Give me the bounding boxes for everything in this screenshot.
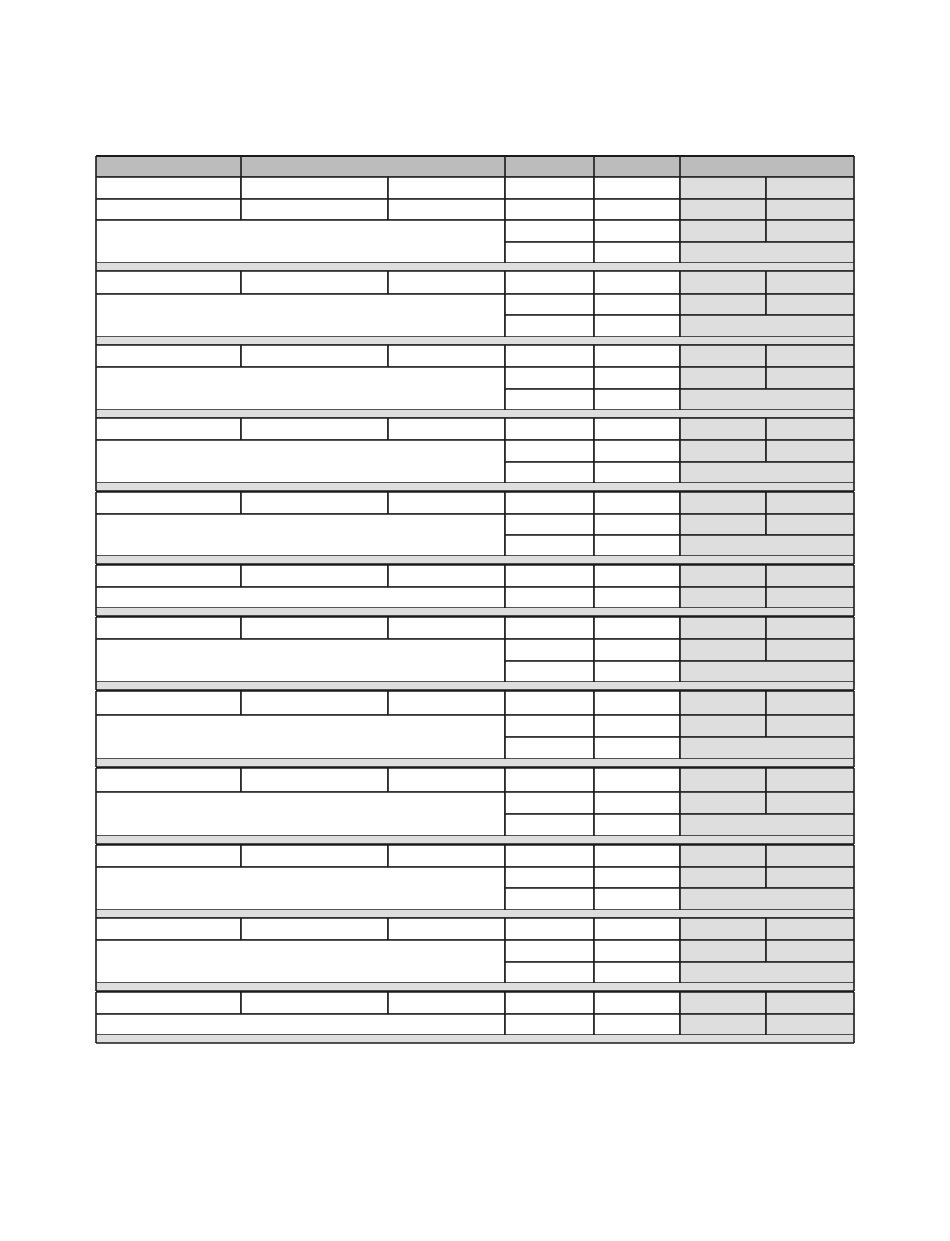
block-4-entry-cell	[680, 418, 766, 440]
block-12-shaded-cell	[680, 1014, 766, 1035]
block-11-entry-cell	[680, 918, 766, 940]
block-1-separator	[96, 263, 854, 271]
block-4-shaded-cell	[680, 440, 766, 462]
block-7-entry-cell	[241, 617, 388, 639]
block-2-entry-cell	[505, 271, 594, 294]
block-4-value-cell	[505, 440, 594, 462]
block-10-entry-cell	[505, 845, 594, 867]
block-4-entry-cell	[96, 418, 241, 440]
block-1-entry-cell	[96, 199, 241, 220]
block-4-entry-cell	[766, 418, 854, 440]
block-8-entry-cell	[505, 691, 594, 715]
block-1-entry-cell	[505, 199, 594, 220]
block-2-separator	[96, 337, 854, 345]
block-7-shaded-cell	[680, 639, 766, 661]
block-2-entry-cell	[241, 271, 388, 294]
block-9-entry-cell	[766, 768, 854, 792]
block-5-total-cell	[680, 535, 854, 556]
block-5-value-cell	[505, 535, 594, 556]
block-4-shaded-cell	[766, 440, 854, 462]
block-11-total-cell	[680, 962, 854, 983]
block-11-value-cell	[505, 940, 594, 962]
block-1-entry-cell	[594, 177, 680, 199]
block-12-entry-cell	[96, 992, 241, 1014]
block-9-entry-cell	[388, 768, 505, 792]
block-3-description-cell	[96, 367, 505, 410]
block-3-entry-cell	[96, 345, 241, 367]
block-9-shaded-cell	[680, 792, 766, 814]
block-5-value-cell	[505, 514, 594, 535]
block-1-total-cell	[680, 242, 854, 263]
block-11-entry-cell	[594, 918, 680, 940]
block-11-entry-cell	[241, 918, 388, 940]
block-12-description-cell	[96, 1014, 505, 1035]
block-11-value-cell	[505, 962, 594, 983]
block-5-entry-cell	[766, 492, 854, 514]
block-11-value-cell	[594, 962, 680, 983]
block-3-value-cell	[505, 367, 594, 389]
block-9-value-cell	[505, 814, 594, 836]
block-9-entry-cell	[594, 768, 680, 792]
block-1-entry-cell	[505, 177, 594, 199]
block-2-value-cell	[505, 294, 594, 315]
block-4-separator	[96, 483, 854, 491]
block-6-entry-cell	[241, 565, 388, 587]
block-12-entry-cell	[594, 992, 680, 1014]
block-5-value-cell	[594, 535, 680, 556]
block-4-description-cell	[96, 440, 505, 483]
block-2-total-cell	[680, 315, 854, 337]
block-12-entry-cell	[766, 992, 854, 1014]
block-9-entry-cell	[241, 768, 388, 792]
block-9-value-cell	[594, 792, 680, 814]
block-10-separator	[96, 910, 854, 918]
block-6-entry-cell	[96, 565, 241, 587]
block-1-entry-cell	[594, 199, 680, 220]
block-6-separator	[96, 608, 854, 616]
block-1-shaded-cell	[680, 220, 766, 242]
block-8-total-cell	[680, 737, 854, 759]
block-10-entry-cell	[241, 845, 388, 867]
block-5-shaded-cell	[766, 514, 854, 535]
header-row	[96, 156, 854, 177]
block-3-value-cell	[594, 389, 680, 410]
block-1-entry-cell	[680, 199, 766, 220]
block-2-value-cell	[594, 294, 680, 315]
block-1-entry-cell	[766, 177, 854, 199]
block-1-value-cell	[505, 220, 594, 242]
block-7-value-cell	[594, 639, 680, 661]
block-9-total-cell	[680, 814, 854, 836]
block-1-entry-cell	[241, 199, 388, 220]
block-3-shaded-cell	[680, 367, 766, 389]
block-1-entry-cell	[388, 177, 505, 199]
block-4-entry-cell	[594, 418, 680, 440]
block-1-entry-cell	[388, 199, 505, 220]
block-6-value-cell	[594, 587, 680, 608]
block-7-description-cell	[96, 639, 505, 682]
block-11-description-cell	[96, 940, 505, 983]
block-8-value-cell	[505, 737, 594, 759]
block-3-value-cell	[505, 389, 594, 410]
block-9-entry-cell	[680, 768, 766, 792]
block-1-entry-cell	[241, 177, 388, 199]
block-4-value-cell	[594, 440, 680, 462]
block-9-shaded-cell	[766, 792, 854, 814]
block-8-separator	[96, 759, 854, 767]
block-8-value-cell	[594, 737, 680, 759]
block-1-entry-cell	[96, 177, 241, 199]
block-1-entry-cell	[680, 177, 766, 199]
block-1-entry-cell	[766, 199, 854, 220]
block-3-total-cell	[680, 389, 854, 410]
block-2-shaded-cell	[680, 294, 766, 315]
block-5-description-cell	[96, 514, 505, 556]
block-5-entry-cell	[594, 492, 680, 514]
block-7-value-cell	[505, 661, 594, 682]
block-12-entry-cell	[388, 992, 505, 1014]
block-8-entry-cell	[594, 691, 680, 715]
block-9-entry-cell	[96, 768, 241, 792]
block-10-value-cell	[594, 888, 680, 910]
block-10-entry-cell	[388, 845, 505, 867]
block-6-entry-cell	[594, 565, 680, 587]
block-4-total-cell	[680, 462, 854, 483]
block-10-entry-cell	[766, 845, 854, 867]
block-8-description-cell	[96, 715, 505, 759]
block-11-entry-cell	[505, 918, 594, 940]
block-2-entry-cell	[594, 271, 680, 294]
block-8-entry-cell	[241, 691, 388, 715]
block-4-entry-cell	[388, 418, 505, 440]
block-1-value-cell	[594, 220, 680, 242]
block-1-value-cell	[594, 242, 680, 263]
block-1-value-cell	[505, 242, 594, 263]
block-6-shaded-cell	[680, 587, 766, 608]
block-9-value-cell	[594, 814, 680, 836]
block-3-value-cell	[594, 367, 680, 389]
block-2-shaded-cell	[766, 294, 854, 315]
block-5-entry-cell	[505, 492, 594, 514]
block-11-value-cell	[594, 940, 680, 962]
block-7-value-cell	[505, 639, 594, 661]
block-10-shaded-cell	[766, 867, 854, 888]
block-2-value-cell	[505, 315, 594, 337]
block-10-description-cell	[96, 867, 505, 910]
block-7-entry-cell	[505, 617, 594, 639]
block-2-entry-cell	[766, 271, 854, 294]
block-6-entry-cell	[766, 565, 854, 587]
block-11-separator	[96, 983, 854, 991]
block-6-shaded-cell	[766, 587, 854, 608]
block-2-entry-cell	[96, 271, 241, 294]
block-2-entry-cell	[388, 271, 505, 294]
block-3-shaded-cell	[766, 367, 854, 389]
block-3-entry-cell	[505, 345, 594, 367]
block-7-value-cell	[594, 661, 680, 682]
block-10-entry-cell	[594, 845, 680, 867]
block-4-value-cell	[594, 462, 680, 483]
block-4-entry-cell	[241, 418, 388, 440]
block-4-value-cell	[505, 462, 594, 483]
block-9-description-cell	[96, 792, 505, 836]
block-9-value-cell	[505, 792, 594, 814]
block-8-value-cell	[594, 715, 680, 737]
block-5-entry-cell	[241, 492, 388, 514]
block-8-shaded-cell	[766, 715, 854, 737]
block-3-entry-cell	[680, 345, 766, 367]
block-7-entry-cell	[96, 617, 241, 639]
block-12-shaded-cell	[766, 1014, 854, 1035]
block-8-entry-cell	[766, 691, 854, 715]
block-3-entry-cell	[594, 345, 680, 367]
block-3-entry-cell	[241, 345, 388, 367]
block-7-entry-cell	[680, 617, 766, 639]
block-6-entry-cell	[388, 565, 505, 587]
block-12-separator	[96, 1035, 854, 1043]
block-5-separator	[96, 556, 854, 564]
block-10-entry-cell	[680, 845, 766, 867]
block-5-entry-cell	[96, 492, 241, 514]
block-3-separator	[96, 410, 854, 418]
block-3-entry-cell	[766, 345, 854, 367]
block-5-entry-cell	[388, 492, 505, 514]
block-7-shaded-cell	[766, 639, 854, 661]
block-12-entry-cell	[505, 992, 594, 1014]
block-10-total-cell	[680, 888, 854, 910]
block-10-entry-cell	[96, 845, 241, 867]
block-8-entry-cell	[680, 691, 766, 715]
block-12-value-cell	[594, 1014, 680, 1035]
block-12-entry-cell	[241, 992, 388, 1014]
block-6-entry-cell	[680, 565, 766, 587]
block-7-total-cell	[680, 661, 854, 682]
block-11-entry-cell	[766, 918, 854, 940]
block-6-description-cell	[96, 587, 505, 608]
block-8-shaded-cell	[680, 715, 766, 737]
block-2-description-cell	[96, 294, 505, 337]
block-10-value-cell	[594, 867, 680, 888]
block-9-separator	[96, 836, 854, 844]
block-11-shaded-cell	[766, 940, 854, 962]
block-3-entry-cell	[388, 345, 505, 367]
block-2-entry-cell	[680, 271, 766, 294]
block-8-entry-cell	[388, 691, 505, 715]
block-12-value-cell	[505, 1014, 594, 1035]
block-1-description-cell	[96, 220, 505, 263]
block-2-value-cell	[594, 315, 680, 337]
block-1-shaded-cell	[766, 220, 854, 242]
block-10-value-cell	[505, 867, 594, 888]
block-5-entry-cell	[680, 492, 766, 514]
block-7-entry-cell	[594, 617, 680, 639]
block-7-entry-cell	[388, 617, 505, 639]
block-7-entry-cell	[766, 617, 854, 639]
block-12-entry-cell	[680, 992, 766, 1014]
block-11-shaded-cell	[680, 940, 766, 962]
block-10-shaded-cell	[680, 867, 766, 888]
block-10-value-cell	[505, 888, 594, 910]
block-11-entry-cell	[388, 918, 505, 940]
block-8-value-cell	[505, 715, 594, 737]
block-11-entry-cell	[96, 918, 241, 940]
block-9-entry-cell	[505, 768, 594, 792]
block-6-value-cell	[505, 587, 594, 608]
block-7-separator	[96, 682, 854, 690]
block-6-entry-cell	[505, 565, 594, 587]
block-8-entry-cell	[96, 691, 241, 715]
block-4-entry-cell	[505, 418, 594, 440]
block-5-value-cell	[594, 514, 680, 535]
block-5-shaded-cell	[680, 514, 766, 535]
